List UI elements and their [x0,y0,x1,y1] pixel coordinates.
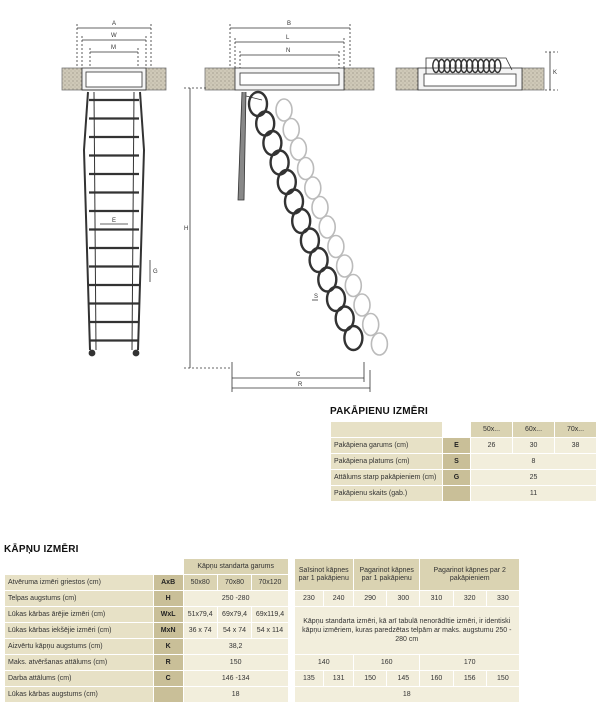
scissor-link-ghost [337,255,353,277]
cell-value: 290 [354,591,387,607]
row-label: Pakāpienu skaits (gab.) [331,486,443,502]
dim-label-a: A [112,21,117,27]
dimensions-note: Kāpņu standarta izmēri, kā arī tabulā nenorādītie izmēri, ir identiski kāpņu izmēriem, kuras paredzētas telpām ar maks. augstumu 250 - 280 cm [294,607,520,655]
row-label: Lūkas kārbas iekšējie izmēri (cm) [5,623,154,639]
row-label: Pakāpiena platums (cm) [331,454,443,470]
row-code [153,687,183,703]
cell-value: 38,2 [183,639,288,655]
steps-col-60: 60x... [513,422,555,438]
gap [288,623,294,639]
scissor-link-ghost [345,275,361,297]
row-label: Atvēruma izmēri griestos (cm) [5,575,154,591]
cell-value: 160 [354,655,420,671]
std-length-header: Kāpņu standarta garums [183,559,288,575]
row-code: R [153,655,183,671]
row-label: Attālums starp pakāpieniem (cm) [331,470,443,486]
cell-value: 150 [486,671,519,687]
cell-value: 156 [453,671,486,687]
scissor-link-ghost [298,158,314,180]
dim-label-b: B [287,21,292,27]
row-code: MxN [153,623,183,639]
steps-table [330,421,597,502]
cell-value: 131 [324,671,354,687]
row-label: Maks. atvēršanas attālums (cm) [5,655,154,671]
cell-value: 150 [183,655,288,671]
dim-label-g: G [153,269,158,275]
dim-label-h: H [184,226,189,232]
row-code: C [153,671,183,687]
scissor-link [344,326,362,350]
cell-value: 38 [555,438,597,454]
cell-value: 18 [294,687,520,703]
cell-value: 25 [471,470,597,486]
scissor-link-ghost [328,236,344,258]
row-label: Pakāpiena garums (cm) [331,438,443,454]
extend2-header: Pagarinot kāpnes par 2 pakāpieniem [420,559,520,591]
cell-value: 26 [471,438,513,454]
ladder-table-title: KĀPŅU IZMĒRI [4,544,79,555]
dim-label-l: L [286,35,290,41]
scissor-link-ghost [290,138,306,160]
scissor-link-ghost [319,216,335,238]
steps-header-row [331,422,597,438]
header-blank [5,559,154,575]
cell-value: 18 [183,687,288,703]
cell-value: 320 [453,591,486,607]
header-blank-code [153,559,183,575]
table-row [5,671,520,687]
shorten-header: Saīsinot kāpnes par 1 pakāpienu [294,559,354,591]
size-col: 70x80 [217,575,251,591]
table-row [331,486,597,502]
scissor-link-ghost [363,314,379,336]
steps-header-blank [331,422,443,438]
dim-label-k: K [553,70,558,76]
cell-value: 230 [294,591,324,607]
ladder-table [4,558,520,703]
scissor-link-ghost [283,119,299,141]
cell-value: 140 [294,655,354,671]
row-code: G [443,470,471,486]
table-row [5,655,520,671]
row-code: K [153,639,183,655]
dim-label-w: W [111,33,117,39]
table-row [331,454,597,470]
gap [288,575,294,591]
gap [288,639,294,655]
scissor-link-ghost [312,197,328,219]
cell-value: 170 [420,655,520,671]
ladder-header-row [5,559,520,575]
scissor-link-ghost [305,177,321,199]
row-code: AxB [153,575,183,591]
cell-value: 310 [420,591,453,607]
row-code: S [443,454,471,470]
row-label: Lūkas kārbas augstums (cm) [5,687,154,703]
cell-value: 250 -280 [183,591,288,607]
row-code: E [443,438,471,454]
cell-value: 8 [471,454,597,470]
row-label: Lūkas kārbas ārējie izmēri (cm) [5,607,154,623]
row-code: H [153,591,183,607]
size-col: 70x120 [252,575,289,591]
cell-value: 30 [513,438,555,454]
row-code [443,486,471,502]
steps-table-title: PAKĀPIENU IZMĒRI [330,406,429,417]
steps-header-blank-code [443,422,471,438]
table-row [331,470,597,486]
cell-value: 240 [324,591,354,607]
cell-value: 330 [486,591,519,607]
cell-value: 145 [387,671,420,687]
dim-label-e: E [112,218,117,224]
cell-value: 160 [420,671,453,687]
scissor-link-ghost [354,294,370,316]
row-label: Darba attālums (cm) [5,671,154,687]
extend1-header: Pagarinot kāpnes par 1 pakāpienu [354,559,420,591]
front-view [62,24,166,350]
cell-value: 54 x 114 [252,623,289,639]
table-row [5,687,520,703]
cell-value: 300 [387,591,420,607]
row-label: Telpas augstums (cm) [5,591,154,607]
cell-value: 36 x 74 [183,623,217,639]
dim-label-n: N [286,48,291,54]
scissor-link-ghost [371,333,387,355]
dim-label-c: C [296,372,301,378]
table-row [5,591,520,607]
cell-value: 11 [471,486,597,502]
size-col: 50x80 [183,575,217,591]
row-code: WxL [153,607,183,623]
cell-value: 69x119,4 [252,607,289,623]
scissor-links [249,92,387,355]
cell-value: 135 [294,671,324,687]
table-row [5,607,520,623]
cell-value: 146 -134 [183,671,288,687]
dim-label-r: R [298,382,303,388]
dim-label-s: S [314,294,319,300]
row-label: Aizvērtu kāpņu augstums (cm) [5,639,154,655]
cell-value: 54 x 74 [217,623,251,639]
dim-label-m: M [111,45,116,51]
steps-col-50: 50x... [471,422,513,438]
table-row [331,438,597,454]
steps-col-70: 70x... [555,422,597,438]
cell-value: 150 [354,671,387,687]
scissor-link-ghost [276,99,292,121]
cell-value: 69x79,4 [217,607,251,623]
cell-value: 51x79,4 [183,607,217,623]
